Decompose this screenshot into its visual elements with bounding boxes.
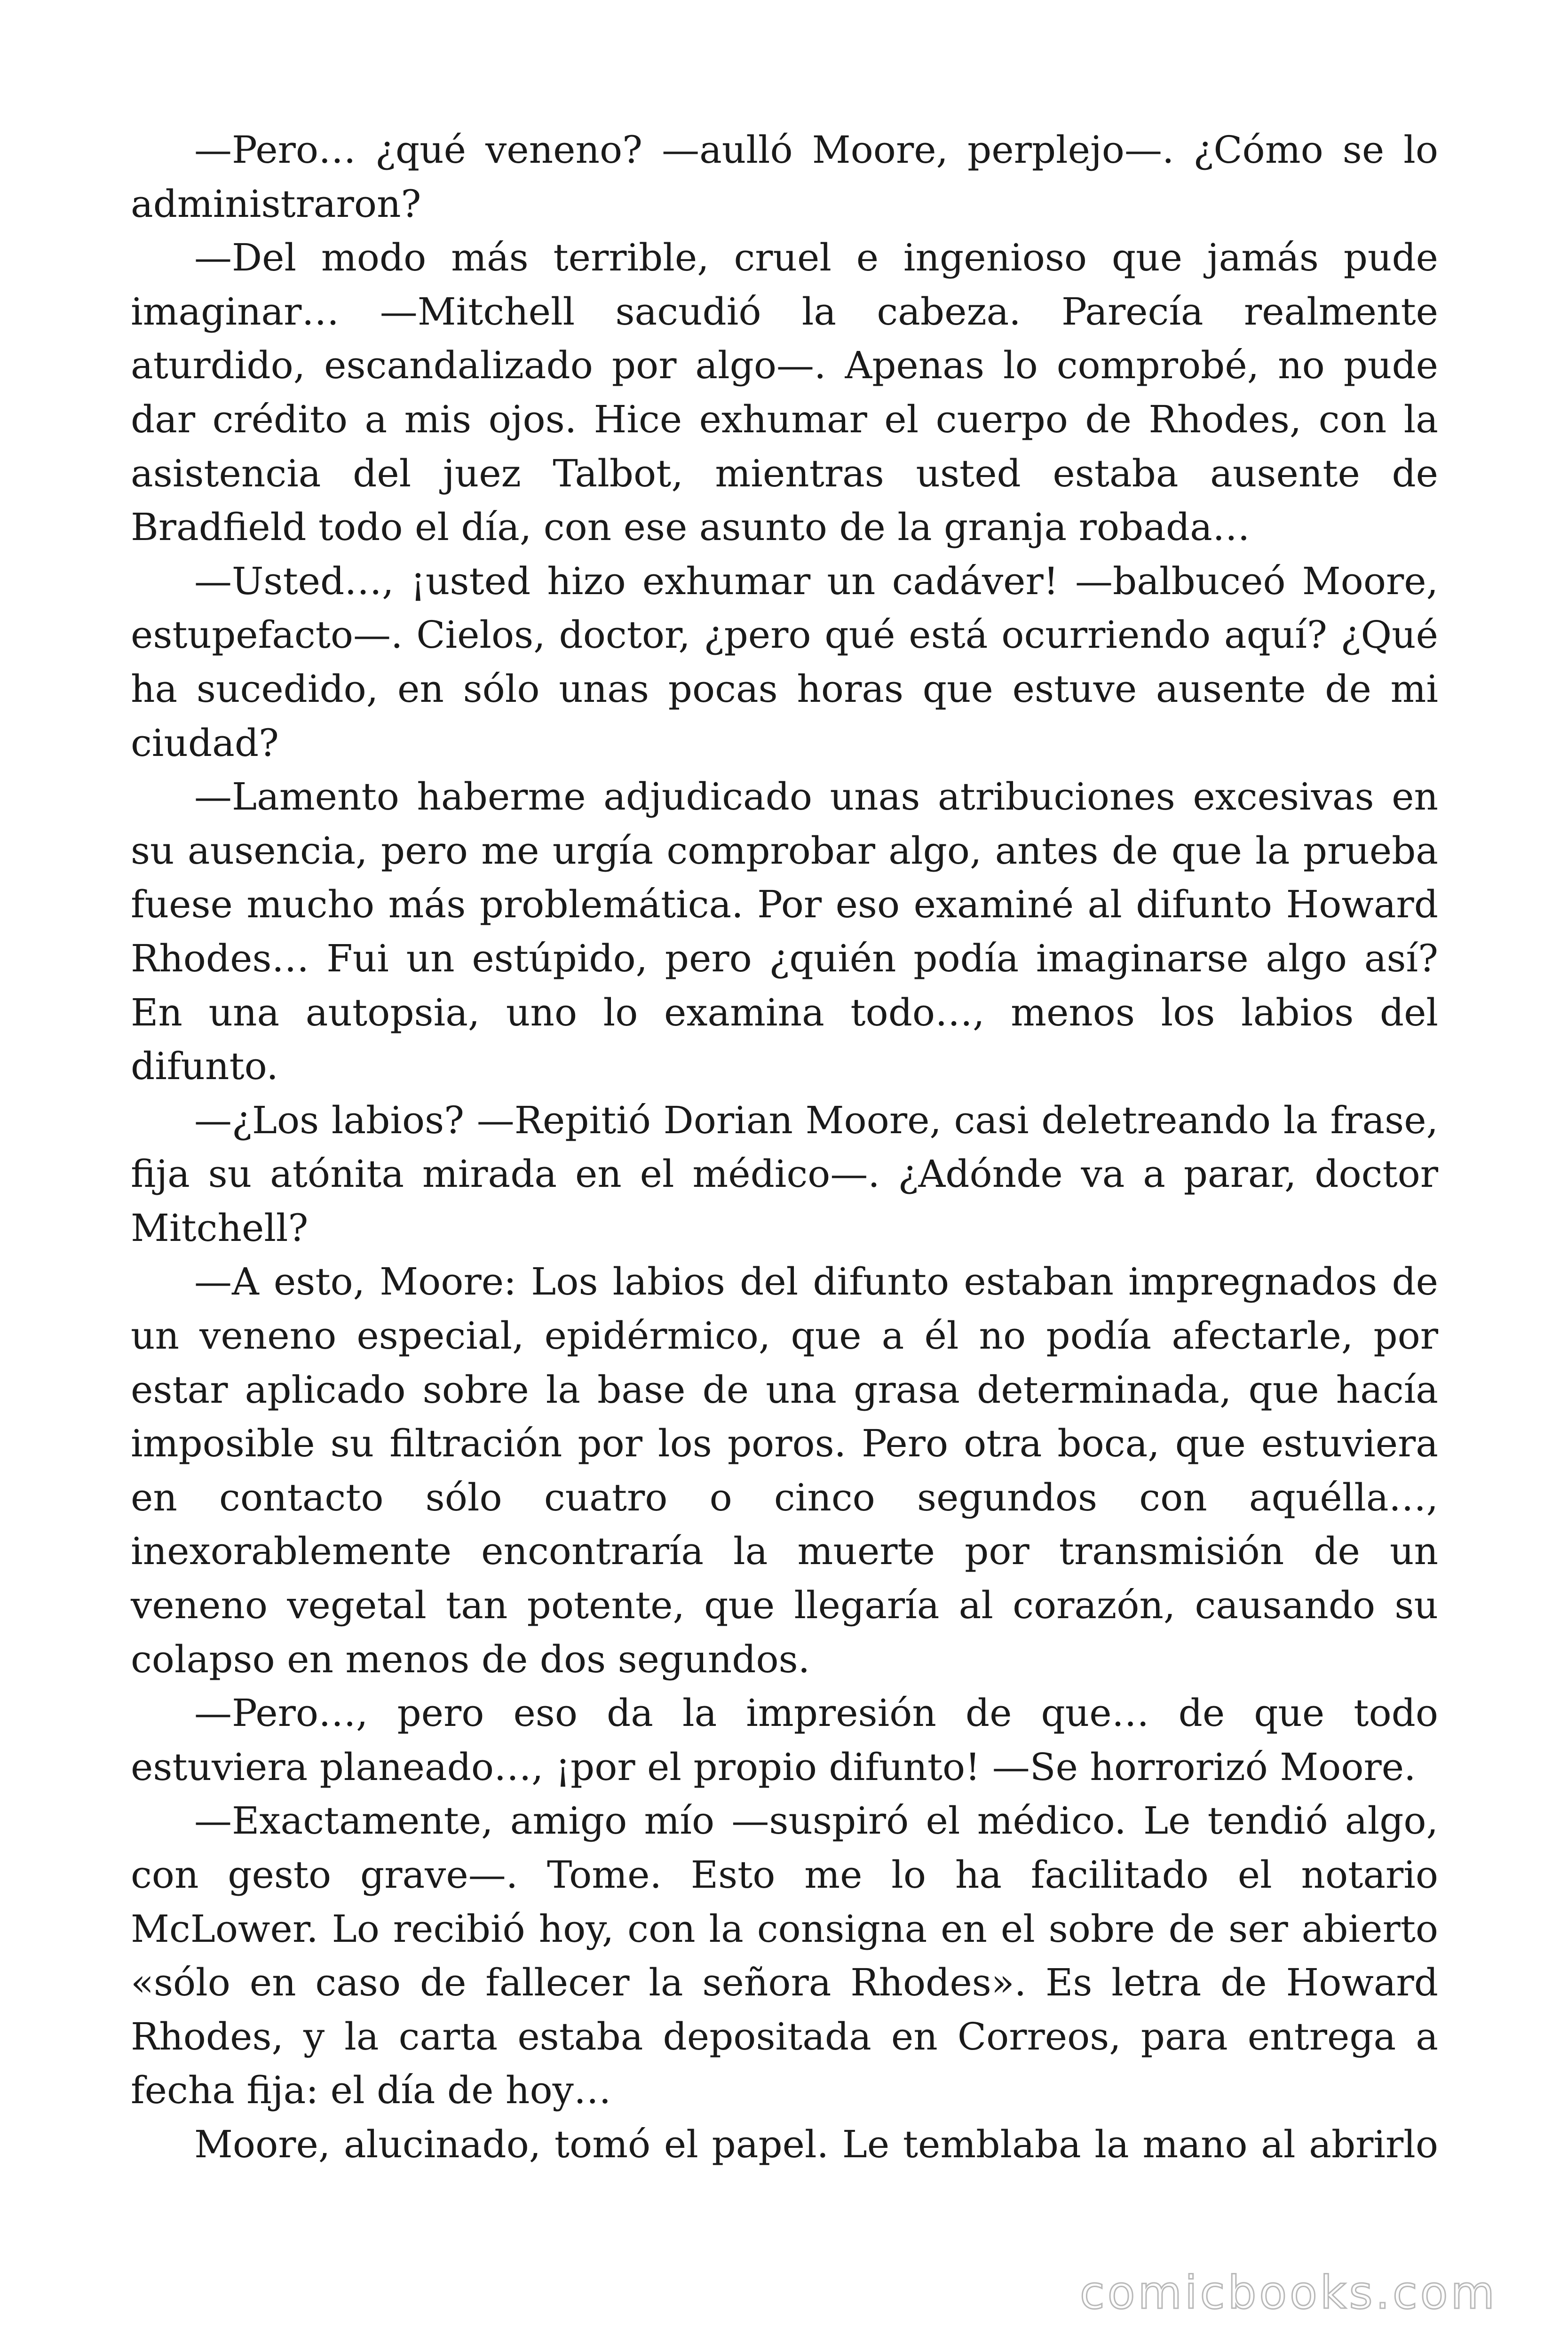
watermark: comicbooks.com [1079, 2266, 1497, 2319]
paragraph: —¿Los labios? —Repitió Dorian Moore, casi deletreando la frase, fija su atónita mirada en el médico—. ¿Adónde va a parar, doctor Mitchell? [131, 1098, 1438, 1250]
paragraph: —A esto, Moore: Los labios del difunto estaban impregnados de un veneno especial, epidérmico, que a él no podía afectarle, por estar aplicado sobre la base de una grasa determinada, que hacía imposible su filtración por los poros. Pero otra boca, que estuviera en contacto sólo cuatro o cinco segundos con aquélla…, inexorablemente encontraría la muerte por transmisión de un veneno vegetal tan potente, que llegaría al corazón, causando su colapso en menos de dos segundos. [131, 1260, 1438, 1681]
paragraph: —Usted…, ¡usted hizo exhumar un cadáver! —balbuceó Moore, estupefacto—. Cielos, doctor, ¿pero qué está ocurriendo aquí? ¿Qué ha sucedido, en sólo unas pocas horas que estuve ausente de mi ciudad? [131, 559, 1438, 765]
paragraph: —Exactamente, amigo mío —suspiró el médico. Le tendió algo, con gesto grave—. Tome. Esto me lo ha facilitado el notario McLower. Lo recibió hoy, con la consigna en el sobre de ser abierto «sólo en caso de fallecer la señora Rhodes». Es letra de Howard Rhodes, y la carta estaba depositada en Correos, para entrega a fecha fija: el día de hoy… [131, 1799, 1438, 2113]
body-text [131, 123, 1438, 2172]
paragraph-last-line: Moore, alucinado, tomó el papel. Le temblaba la mano al abrirlo [194, 2122, 1438, 2166]
paragraph: —Del modo más terrible, cruel e ingenioso que jamás pude imaginar… —Mitchell sacudió la cabeza. Parecía realmente aturdido, escandalizado por algo—. Apenas lo comprobé, no pude dar crédito a mis ojos. Hice exhumar el cuerpo de Rhodes, con la asistencia del juez Talbot, mientras usted estaba ausente de Bradfield todo el día, con ese asunto de la granja robada… [131, 236, 1438, 549]
paragraph: —Pero… ¿qué veneno? —aulló Moore, perplejo—. ¿Cómo se lo administraron? [131, 128, 1438, 226]
paragraph: —Lamento haberme adjudicado unas atribuciones excesivas en su ausencia, pero me urgía comprobar algo, antes de que la prueba fuese mucho más problemática. Por eso examiné al difunto Howard Rhodes… Fui un estúpido, pero ¿quién podía imaginarse algo así? En una autopsia, uno lo examina todo…, menos los labios del difunto. [131, 775, 1438, 1089]
paragraph: —Pero…, pero eso da la impresión de que… de que todo estuviera planeado…, ¡por el propio difunto! —Se horrorizó Moore. [131, 1691, 1438, 1789]
